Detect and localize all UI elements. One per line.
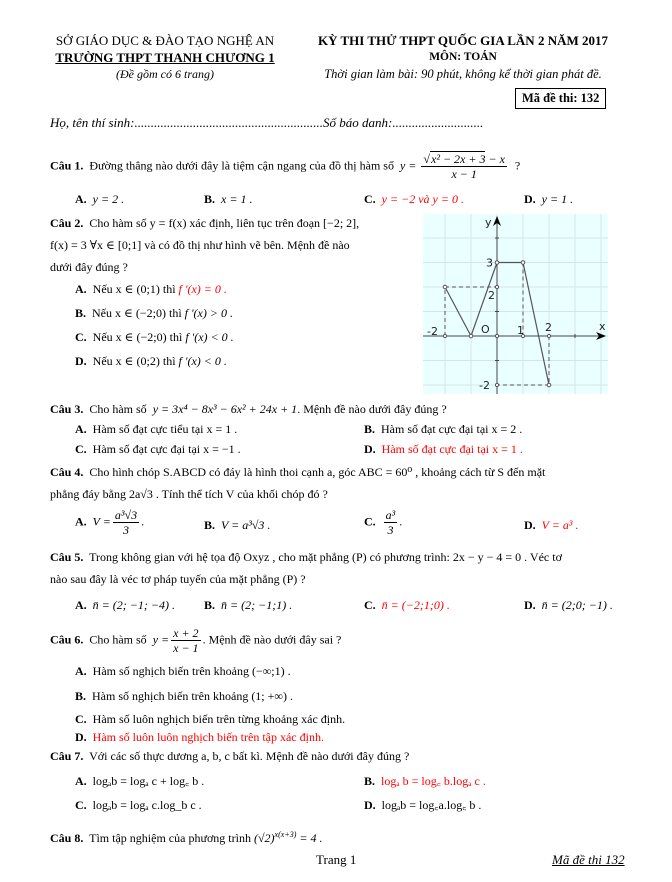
fraction-numerator: a³√3: [114, 508, 138, 522]
sqrt-content: x² − 2x + 3: [431, 152, 486, 166]
option-4a[interactable]: A. V = $\frac{\text{a³√3}}{3}$ .: [75, 508, 145, 537]
option-1d[interactable]: [524, 190, 573, 208]
fraction-denominator: 3: [122, 523, 129, 537]
option-label: D.: [75, 730, 87, 744]
question-formula: y = 3x⁴ − 8x³ − 6x² + 24x + 1: [152, 402, 298, 416]
option-fraction: [384, 508, 398, 537]
formula-fraction: [421, 152, 506, 181]
question-text: Cho hàm số: [89, 632, 147, 647]
question-label: Câu 3.: [50, 402, 84, 416]
option-text: Hàm số đạt cực tiểu tại x = 1 .: [92, 422, 238, 436]
question-label: Câu 5.: [50, 550, 84, 564]
graph-background: [423, 214, 608, 394]
curve-point: [443, 285, 447, 289]
footer-exam-code: Mã đề thi 132: [552, 852, 625, 867]
question-5-line2: nào sau đây là véc tơ pháp tuyến của mặt phẳng (P) ?: [50, 572, 306, 586]
guide-point: [495, 383, 498, 386]
option-text: logₐb = logₐ c.log_b c .: [92, 798, 202, 812]
option-label: C.: [75, 442, 87, 456]
formula-base: (√2): [253, 831, 275, 845]
option-label: A.: [75, 774, 87, 788]
option-label: C.: [364, 514, 376, 529]
guide-point: [495, 285, 498, 288]
option-label: A.: [75, 514, 87, 529]
question-text-line1: Cho hàm số y = f(x) xác định, liên tục trên đoạn [−2; 2],: [89, 216, 360, 230]
question-text: Với các số thực dương a, b, c bất kì. Mệnh đề nào dưới đây đúng ?: [89, 749, 410, 763]
option-label: B.: [204, 598, 216, 612]
option-label: C.: [75, 712, 87, 726]
option-5c[interactable]: [364, 596, 450, 614]
option-label: B.: [364, 422, 376, 436]
option-7b[interactable]: [364, 772, 486, 790]
option-text: Hàm số nghịch biến trên khoảng (−∞;1) .: [92, 664, 291, 678]
question-text: Cho hàm số: [89, 402, 147, 416]
option-label: C.: [75, 330, 87, 344]
option-1c[interactable]: [364, 190, 464, 208]
option-label: A.: [75, 282, 87, 296]
question-suffix: ?: [514, 158, 521, 173]
question-4: [50, 463, 545, 481]
option-text-correct: V = a³ .: [541, 518, 579, 532]
option-text: Nếu x ∈ (−2;0) thì: [92, 330, 186, 344]
option-label: B.: [75, 306, 87, 320]
option-text: n̄ = (2; −1;1) .: [221, 598, 293, 612]
option-label: B.: [204, 518, 216, 532]
option-text: V = a³√3 .: [221, 518, 271, 532]
option-text: Hàm số nghịch biến trên khoảng (1; +∞) .: [92, 689, 293, 703]
question-text-post: . Mệnh đề nào dưới đây sai ?: [202, 632, 342, 647]
option-label: B.: [204, 192, 216, 206]
question-label: Câu 8.: [50, 831, 84, 845]
option-label: C.: [75, 798, 87, 812]
subject: MÔN: TOÁN: [429, 51, 497, 63]
y-tick-label: 2: [488, 289, 495, 302]
school-name: TRƯỜNG THPT THANH CHƯƠNG 1: [55, 50, 275, 65]
y-tick-label: 3: [486, 256, 493, 270]
x-tick-label: -2: [427, 325, 438, 338]
guide-point: [495, 334, 498, 337]
option-text-correct: Hàm số luôn luôn nghịch biến trên tập xác định.: [92, 730, 324, 744]
option-4b[interactable]: [204, 516, 270, 534]
curve-point: [521, 261, 525, 265]
curve-point: [547, 383, 551, 387]
question-2: [50, 214, 359, 232]
option-text: n̄ = (2; −1; −4) .: [92, 598, 175, 612]
option-2b[interactable]: [75, 304, 233, 322]
option-4c[interactable]: C. $\frac{\text{a³}}{3}$ .: [364, 508, 403, 537]
x-axis-label: x: [599, 320, 606, 333]
question-2-line3: dưới đây đúng ?: [50, 260, 128, 274]
name-field[interactable]: ..........................................................: [134, 115, 323, 130]
option-5d[interactable]: [524, 596, 613, 614]
option-3a[interactable]: [75, 420, 237, 438]
formula-lhs: y =: [152, 632, 170, 647]
option-text: f '(x) < 0 .: [185, 330, 234, 344]
option-6a[interactable]: [75, 662, 291, 680]
page-number: Trang 1: [316, 852, 357, 867]
option-text: n̄ = (2;0; −1) .: [541, 598, 613, 612]
numerator-rest: − x: [485, 152, 505, 166]
option-text: Nếu x ∈ (−2;0) thì: [92, 306, 185, 320]
option-6d[interactable]: [75, 728, 324, 746]
name-label: Họ, tên thí sinh:: [50, 115, 135, 130]
x-tick-label: 2: [545, 321, 552, 334]
option-text-correct: n̄ = (−2;1;0) .: [381, 598, 450, 612]
option-1a[interactable]: [75, 190, 124, 208]
id-field[interactable]: ............................: [392, 115, 484, 130]
origin-label: O: [481, 323, 490, 336]
y-tick-label: -2: [479, 379, 490, 392]
x-tick-label: 1: [517, 324, 524, 337]
guide-point: [443, 334, 446, 337]
function-graph: [423, 214, 608, 394]
option-text: Nếu x ∈ (0;2) thì: [92, 354, 179, 368]
option-7c[interactable]: [75, 796, 202, 814]
question-text-line1: Trong không gian với hệ tọa độ Oxyz , cho mặt phẳng (P) có phương trình: 2x − y − 4 = 0 . Véc tơ: [89, 550, 562, 564]
option-text-correct: f '(x) = 0 .: [178, 282, 227, 296]
option-text: Hàm số đạt cực đại tại x = −1 .: [92, 442, 241, 456]
exam-title: KỲ THI THỬ THPT QUỐC GIA LẦN 2 NĂM 2017: [317, 33, 608, 48]
option-3b[interactable]: [364, 420, 522, 438]
option-7d[interactable]: [364, 796, 481, 814]
option-label: A.: [75, 192, 87, 206]
option-text: f '(x) > 0 .: [184, 306, 233, 320]
question-1: [50, 152, 520, 181]
exam-code-box: Mã đề thi: 132: [515, 88, 606, 109]
option-text: Hàm số luôn nghịch biến trên từng khoảng xác định.: [92, 712, 346, 726]
option-label: A.: [75, 598, 87, 612]
option-5a[interactable]: [75, 596, 175, 614]
option-label: B.: [364, 774, 376, 788]
option-label: D.: [524, 518, 536, 532]
formula-exponent: x(x+3): [274, 830, 297, 839]
id-label: Số báo danh:: [323, 115, 393, 130]
option-2c[interactable]: [75, 328, 234, 346]
question-label: Câu 7.: [50, 749, 84, 763]
question-6: [50, 626, 341, 655]
curve-point: [495, 261, 499, 265]
formula-lhs: y =: [399, 158, 417, 173]
y-axis-label: y: [485, 216, 492, 229]
option-label: C.: [364, 192, 376, 206]
header-left: [40, 32, 290, 83]
question-5: [50, 548, 562, 566]
header-right: [298, 32, 628, 83]
option-label: D.: [524, 192, 536, 206]
question-2-line2: f(x) = 3 ∀x ∈ [0;1] và có đồ thị như hình vẽ bên. Mệnh đề nào: [50, 238, 350, 252]
option-text: Hàm số đạt cực đại tại x = 2 .: [381, 422, 523, 436]
option-label: D.: [364, 442, 376, 456]
option-text: x = 1 .: [221, 192, 253, 206]
question-label: Câu 4.: [50, 465, 84, 479]
question-text: Đường thẳng nào dưới đây là tiệm cận ngang của đồ thị hàm số: [89, 158, 394, 173]
fraction-denominator: 3: [387, 523, 394, 537]
option-label: D.: [75, 354, 87, 368]
option-5b[interactable]: [204, 596, 292, 614]
question-3: [50, 400, 447, 418]
question-4-line2: phẳng đáy bằng 2a√3 . Tính thể tích V của khối chóp đó ?: [50, 487, 328, 501]
question-text-post: . Mệnh đề nào dưới đây đúng ?: [297, 402, 447, 416]
option-label: C.: [364, 598, 376, 612]
option-text: logₐb = logₐ c + log꜀ b .: [92, 774, 205, 788]
pages-note: (Đề gồm có 6 trang): [116, 67, 214, 81]
option-2a[interactable]: [75, 280, 227, 298]
option-text: Nếu x ∈ (0;1) thì: [92, 282, 179, 296]
option-6c[interactable]: [75, 710, 345, 728]
guide-point: [547, 334, 550, 337]
option-6b[interactable]: [75, 687, 293, 705]
option-text-correct: logₐ b = log꜀ b.logₐ c .: [381, 774, 486, 788]
option-1b[interactable]: [204, 190, 252, 208]
option-text: f '(x) < 0 .: [178, 354, 227, 368]
option-3c[interactable]: [75, 440, 241, 458]
formula-fraction: [171, 626, 200, 655]
candidate-line: [50, 115, 483, 131]
question-label: Câu 1.: [50, 158, 84, 173]
fraction-numerator: a³: [385, 508, 396, 522]
fraction-numerator: x + 2: [173, 626, 199, 640]
time-note: Thời gian làm bài: 90 phút, không kể thời gian phát đề.: [324, 67, 602, 81]
option-text-correct: Hàm số đạt cực đại tại x = 1 .: [381, 442, 523, 456]
option-text: y = 1 .: [541, 192, 574, 206]
option-text: logₐb = log꜀a.log꜀ b .: [381, 798, 482, 812]
department-name: SỞ GIÁO DỤC & ĐÀO TẠO NGHỆ AN: [55, 33, 275, 48]
option-2d[interactable]: [75, 352, 227, 370]
option-label: A.: [75, 664, 87, 678]
option-label: A.: [75, 422, 87, 436]
option-lhs: V =: [92, 514, 111, 529]
option-3d[interactable]: [364, 440, 523, 458]
question-8: [50, 826, 322, 847]
option-4d[interactable]: [524, 516, 578, 534]
option-7a[interactable]: [75, 772, 204, 790]
question-text: Tìm tập nghiệm của phương trình: [89, 831, 251, 845]
fraction-denominator: x − 1: [173, 641, 199, 655]
formula-rhs: = 4 .: [299, 831, 323, 845]
question-text-line1: Cho hình chóp S.ABCD có đáy là hình thoi cạnh a, góc ABC = 60⁰ , khoảng cách từ S đến mặt: [89, 465, 546, 479]
option-text-correct: y = −2 và y = 0 .: [381, 192, 464, 206]
fraction-numerator: √x² − 2x + 3 − x: [423, 152, 505, 166]
curve-point: [469, 334, 473, 338]
option-text: y = 2 .: [92, 192, 125, 206]
question-7: [50, 747, 409, 765]
option-label: D.: [364, 798, 376, 812]
question-label: Câu 2.: [50, 216, 84, 230]
option-label: D.: [524, 598, 536, 612]
question-label: Câu 6.: [50, 632, 84, 647]
option-fraction: [113, 508, 139, 537]
option-label: B.: [75, 689, 87, 703]
fraction-denominator: x − 1: [451, 167, 477, 181]
